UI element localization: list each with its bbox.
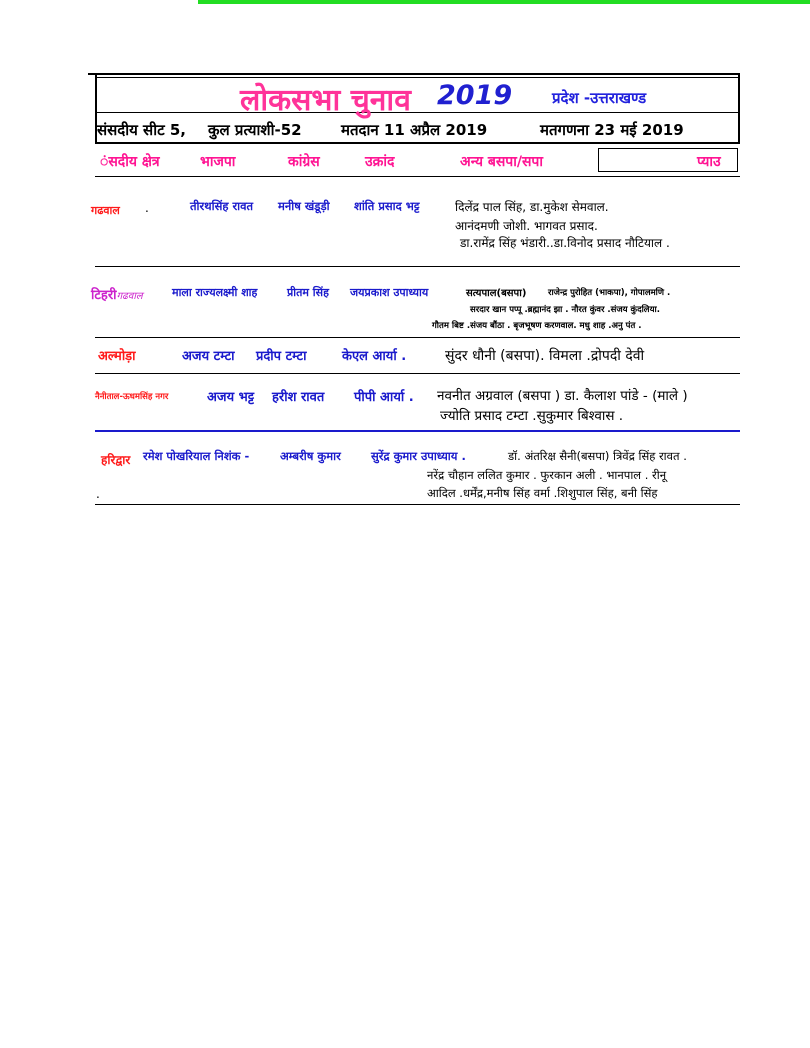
row-divider-4 — [95, 430, 740, 432]
garhwal-others-1: दिलेंद्र पाल सिंह, डा.मुकेश सेमवाल. — [455, 200, 609, 214]
polling-date: मतदान 11 अप्रैल 2019 — [341, 121, 488, 139]
tehri-others-2: सरदार खान पप्पू .ब्रह्मानंद झा . नौरत कुंवर .संजय कुंदलिया. — [470, 305, 660, 315]
tehri-suffix: गढवाल — [116, 291, 143, 302]
col-bjp: भाजपा — [200, 154, 236, 170]
state-label: प्रदेश -उत्तराखण्ड — [552, 89, 647, 107]
table-bottom-line — [95, 504, 740, 505]
row-divider-3 — [95, 373, 740, 374]
haridwar-ukd: सुरेंद्र कुमार उपाध्याय . — [371, 449, 466, 463]
tehri-others-3: गौतम बिष्ट .संजय बौंठा . बृजभूषण करणवाल. मधु शाह .अनु पंत . — [432, 321, 642, 331]
page-title: लोकसभा चुनाव — [240, 83, 411, 118]
haridwar-others-1: डॉ. अंतरिक्ष सैनी(बसपा) त्रिवेंद्र सिंह रावत . — [508, 449, 687, 463]
tehri-congress: प्रीतम सिंह — [287, 286, 329, 299]
frame-top-inner-line — [95, 77, 740, 78]
nainital-bjp: अजय भट्ट — [207, 390, 255, 405]
tehri-others-1b: राजेन्द्र पुरोहित (भाकपा), गोपालमणि . — [548, 288, 671, 298]
tehri-bjp: माला राज्यलक्ष्मी शाह — [172, 286, 258, 299]
almora-bjp: अजय टम्टा — [182, 349, 235, 364]
constituency-garhwal: गढवाल — [91, 204, 120, 217]
row-divider-1 — [95, 266, 740, 267]
col-constituency: ंसदीय क्षेत्र — [100, 154, 160, 170]
haridwar-bjp: रमेश पोखरियाल निशंक - — [143, 449, 250, 463]
almora-ukd: केएल आर्या . — [342, 349, 407, 364]
constituency-nainital: नैनीताल-ऊधमसिंह नगर — [95, 392, 169, 402]
top-accent-bar — [198, 0, 810, 4]
haridwar-dot: . — [96, 487, 100, 501]
nainital-ukd: पीपी आर्या . — [354, 390, 414, 405]
haridwar-congress: अम्बरीष कुमार — [280, 449, 341, 463]
garhwal-dot: . — [145, 201, 149, 215]
constituency-tehri — [91, 285, 143, 303]
tehri-others-1a: सत्यपाल(बसपा) — [466, 288, 527, 299]
tehri-ukd: जयप्रकाश उपाध्याय — [350, 286, 429, 299]
garhwal-others-2: आनंदमणी जोशी. भागवत प्रसाद. — [455, 219, 598, 233]
haridwar-others-3: आदिल .धर्मेंद्र,मनीष सिंह वर्मा .शिशुपाल सिंह, बनी सिंह — [427, 486, 658, 500]
almora-congress: प्रदीप टम्टा — [256, 349, 307, 364]
garhwal-others-3: डा.रामेंद्र सिंह भंडारी..डा.विनोद प्रसाद नौटियाल . — [460, 236, 670, 250]
frame-bottom-line — [95, 142, 740, 144]
nainital-congress: हरीश रावत — [272, 390, 325, 405]
frame-top-line — [88, 73, 740, 75]
constituency-haridwar: हरिद्वार — [101, 453, 131, 467]
title-year: 2019 — [437, 80, 513, 111]
garhwal-bjp: तीरथसिंह रावत — [190, 199, 254, 213]
frame-mid-line — [95, 112, 740, 113]
frame-right-line — [738, 73, 740, 143]
nainital-others-1: नवनीत अग्रवाल (बसपा ) डा. कैलाश पांडे - (माले ) — [437, 388, 688, 404]
almora-others-1: सुंदर धौनी (बसपा). विमला .द्रोपदी देवी — [445, 348, 645, 364]
garhwal-ukd: शांति प्रसाद भट्ट — [354, 199, 420, 213]
row-divider-2 — [95, 337, 740, 338]
counting-date: मतगणना 23 मई 2019 — [540, 121, 684, 139]
seat-count: संसदीय सीट 5, — [97, 121, 186, 139]
header-bottom-line — [95, 176, 740, 177]
col-swing: प्याउ — [697, 154, 721, 170]
nainital-others-2: ज्योति प्रसाद टम्टा .सुकुमार बिश्वास . — [440, 408, 624, 424]
garhwal-congress: मनीष खंडूड़ी — [278, 199, 330, 213]
candidate-count: कुल प्रत्याशी-52 — [208, 121, 302, 139]
col-congress: कांग्रेस — [288, 154, 320, 170]
constituency-almora: अल्मोड़ा — [98, 349, 136, 364]
haridwar-others-2: नरेंद्र चौहान ललित कुमार . फुरकान अली . भानपाल . रीनू — [427, 468, 667, 482]
tehri-name: टिहरी — [91, 288, 117, 303]
col-ukd: उक्रांद — [365, 154, 395, 170]
col-others: अन्य बसपा/सपा — [460, 154, 544, 170]
